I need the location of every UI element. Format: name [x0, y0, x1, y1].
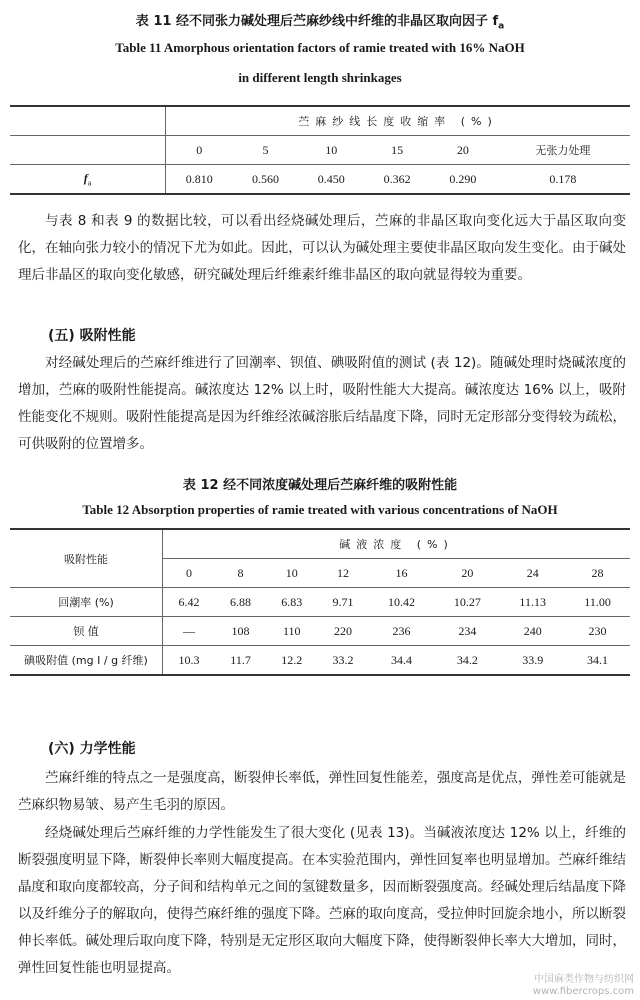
table12-cell: 110	[266, 617, 317, 646]
table11-cell: 0.450	[298, 165, 364, 195]
table12-cell: 11.7	[215, 646, 266, 676]
watermark-line2: www.fibercrops.com	[532, 986, 634, 997]
table12-corner-label: 吸附性能	[10, 529, 163, 588]
table12-row-label: 回潮率 (%)	[10, 588, 163, 617]
table11-row-label: $f_a$	[10, 165, 166, 195]
table12-cell: 11.13	[500, 588, 565, 617]
table12-col: 24	[500, 559, 565, 588]
paragraph-2: 对经碱处理后的苎麻纤维进行了回潮率、钡值、碘吸附值的测试 (表 12)。随碱处理时烧碱浓度的增加，苎麻的吸附性能提高。碱浓度达 12% 以上时，吸附性能大大提高。碱浓度达 16% 以上，吸附性能变化不规则。吸附性能提高是因为纤维经浓碱溶胀后结晶度下降，同时无定形部分变得较为疏松，可供吸附的位置增多。	[18, 355, 626, 452]
table12-col: 12	[317, 559, 368, 588]
table11-col: 20	[430, 136, 496, 165]
table12-row-label: 碘吸附值 (mg I / g 纤维)	[10, 646, 163, 676]
table12-cell: 9.71	[317, 588, 368, 617]
paragraph-4: 经烧碱处理后苎麻纤维的力学性能发生了很大变化 (见表 13)。当碱液浓度达 12% 以上，纤维的断裂强度明显下降，断裂伸长率则大幅度提高。在本实验范围内，弹性回复率也明显增加。苎麻纤维结晶度和取向度都较高，分子间和结构单元之间的氢键数量多，因而断裂强度高。经碱处理后结晶度下降以及纤维分子的解取向，使得苎麻纤维的强度下降。苎麻的取向度高，受拉伸时回旋余地小，所以断裂伸长率低。碱处理后取向度下降，特别是无定形区取向大幅度下降，使得断裂伸长率大大增加，同时，弹性回复性能也明显提高。	[18, 825, 626, 976]
table11-blank	[10, 136, 166, 165]
table12-cell: 220	[317, 617, 368, 646]
table11-cell: 0.290	[430, 165, 496, 195]
table12-cell: 34.1	[565, 646, 630, 676]
table11-col: 15	[364, 136, 430, 165]
table11-cell: 0.810	[166, 165, 233, 195]
table11-col: 10	[298, 136, 364, 165]
table12-cell: 34.2	[434, 646, 500, 676]
table12-cell: 236	[369, 617, 435, 646]
table12-cell: 10.27	[434, 588, 500, 617]
table12-cell: —	[163, 617, 215, 646]
table12-col: 20	[434, 559, 500, 588]
table12-title-en: Table 12 Absorption properties of ramie treated with various concentrations of NaOH	[82, 502, 558, 517]
watermark	[533, 974, 634, 998]
table12-row-label: 钡 值	[10, 617, 163, 646]
watermark-line1: 中国麻类作物与纺织网	[534, 974, 634, 985]
table12-cell: 240	[500, 617, 565, 646]
paragraph-3: 苎麻纤维的特点之一是强度高，断裂伸长率低，弹性回复性能差，强度高是优点，弹性差可能就是苎麻织物易皱、易产生毛羽的原因。	[18, 770, 626, 813]
table12	[10, 528, 630, 676]
table12-cell: 10.3	[163, 646, 215, 676]
table12-cell: 6.83	[266, 588, 317, 617]
table11-corner	[10, 106, 166, 136]
table12-cell: 6.42	[163, 588, 215, 617]
paragraph-1: 与表 8 和表 9 的数据比较，可以看出经烧碱处理后，苎麻的非晶区取向变化远大于晶区取向变化，在轴向张力较小的情况下尤为如此。因此，可以认为碱处理主要使非晶区取向发生变化。由于碱处理后非晶区的取向变化敏感，研究碱处理后纤维素纤维非晶区的取向就显得较为重要。	[18, 213, 626, 283]
table11-title-en: Table 11 Amorphous orientation factors of ramie treated with 16% NaOH	[115, 40, 525, 55]
table12-header: 碱液浓度 (%)	[163, 529, 631, 559]
table12-cell: 6.88	[215, 588, 266, 617]
table11-header: 苎麻纱线长度收缩率 (%)	[166, 106, 631, 136]
table12-col: 16	[369, 559, 435, 588]
table11-col: 无张力处理	[496, 136, 630, 165]
section-5-heading: (五) 吸附性能	[48, 328, 136, 344]
table12-cell: 10.42	[369, 588, 435, 617]
table11-cell: 0.362	[364, 165, 430, 195]
table11-title-en-line2: in different length shrinkages	[238, 70, 402, 85]
table12-cell: 34.4	[369, 646, 435, 676]
table12-cell: 234	[434, 617, 500, 646]
table12-cell: 33.9	[500, 646, 565, 676]
table11-col: 0	[166, 136, 233, 165]
table12-col: 8	[215, 559, 266, 588]
table12-col: 10	[266, 559, 317, 588]
table12-col: 0	[163, 559, 215, 588]
table11-col: 5	[233, 136, 299, 165]
table12-cell: 11.00	[565, 588, 630, 617]
table11-cell: 0.560	[233, 165, 299, 195]
table12-cell: 33.2	[317, 646, 368, 676]
table11	[10, 105, 630, 195]
table11-title-cn: 表 11 经不同张力碱处理后苎麻纱线中纤维的非晶区取向因子 $f_a$	[135, 14, 505, 32]
section-6-heading: (六) 力学性能	[48, 741, 136, 757]
table12-col: 28	[565, 559, 630, 588]
table12-cell: 230	[565, 617, 630, 646]
table12-cell: 12.2	[266, 646, 317, 676]
table12-title-cn: 表 12 经不同浓度碱处理后苎麻纤维的吸附性能	[182, 478, 458, 493]
table11-cell: 0.178	[496, 165, 630, 195]
table12-cell: 108	[215, 617, 266, 646]
